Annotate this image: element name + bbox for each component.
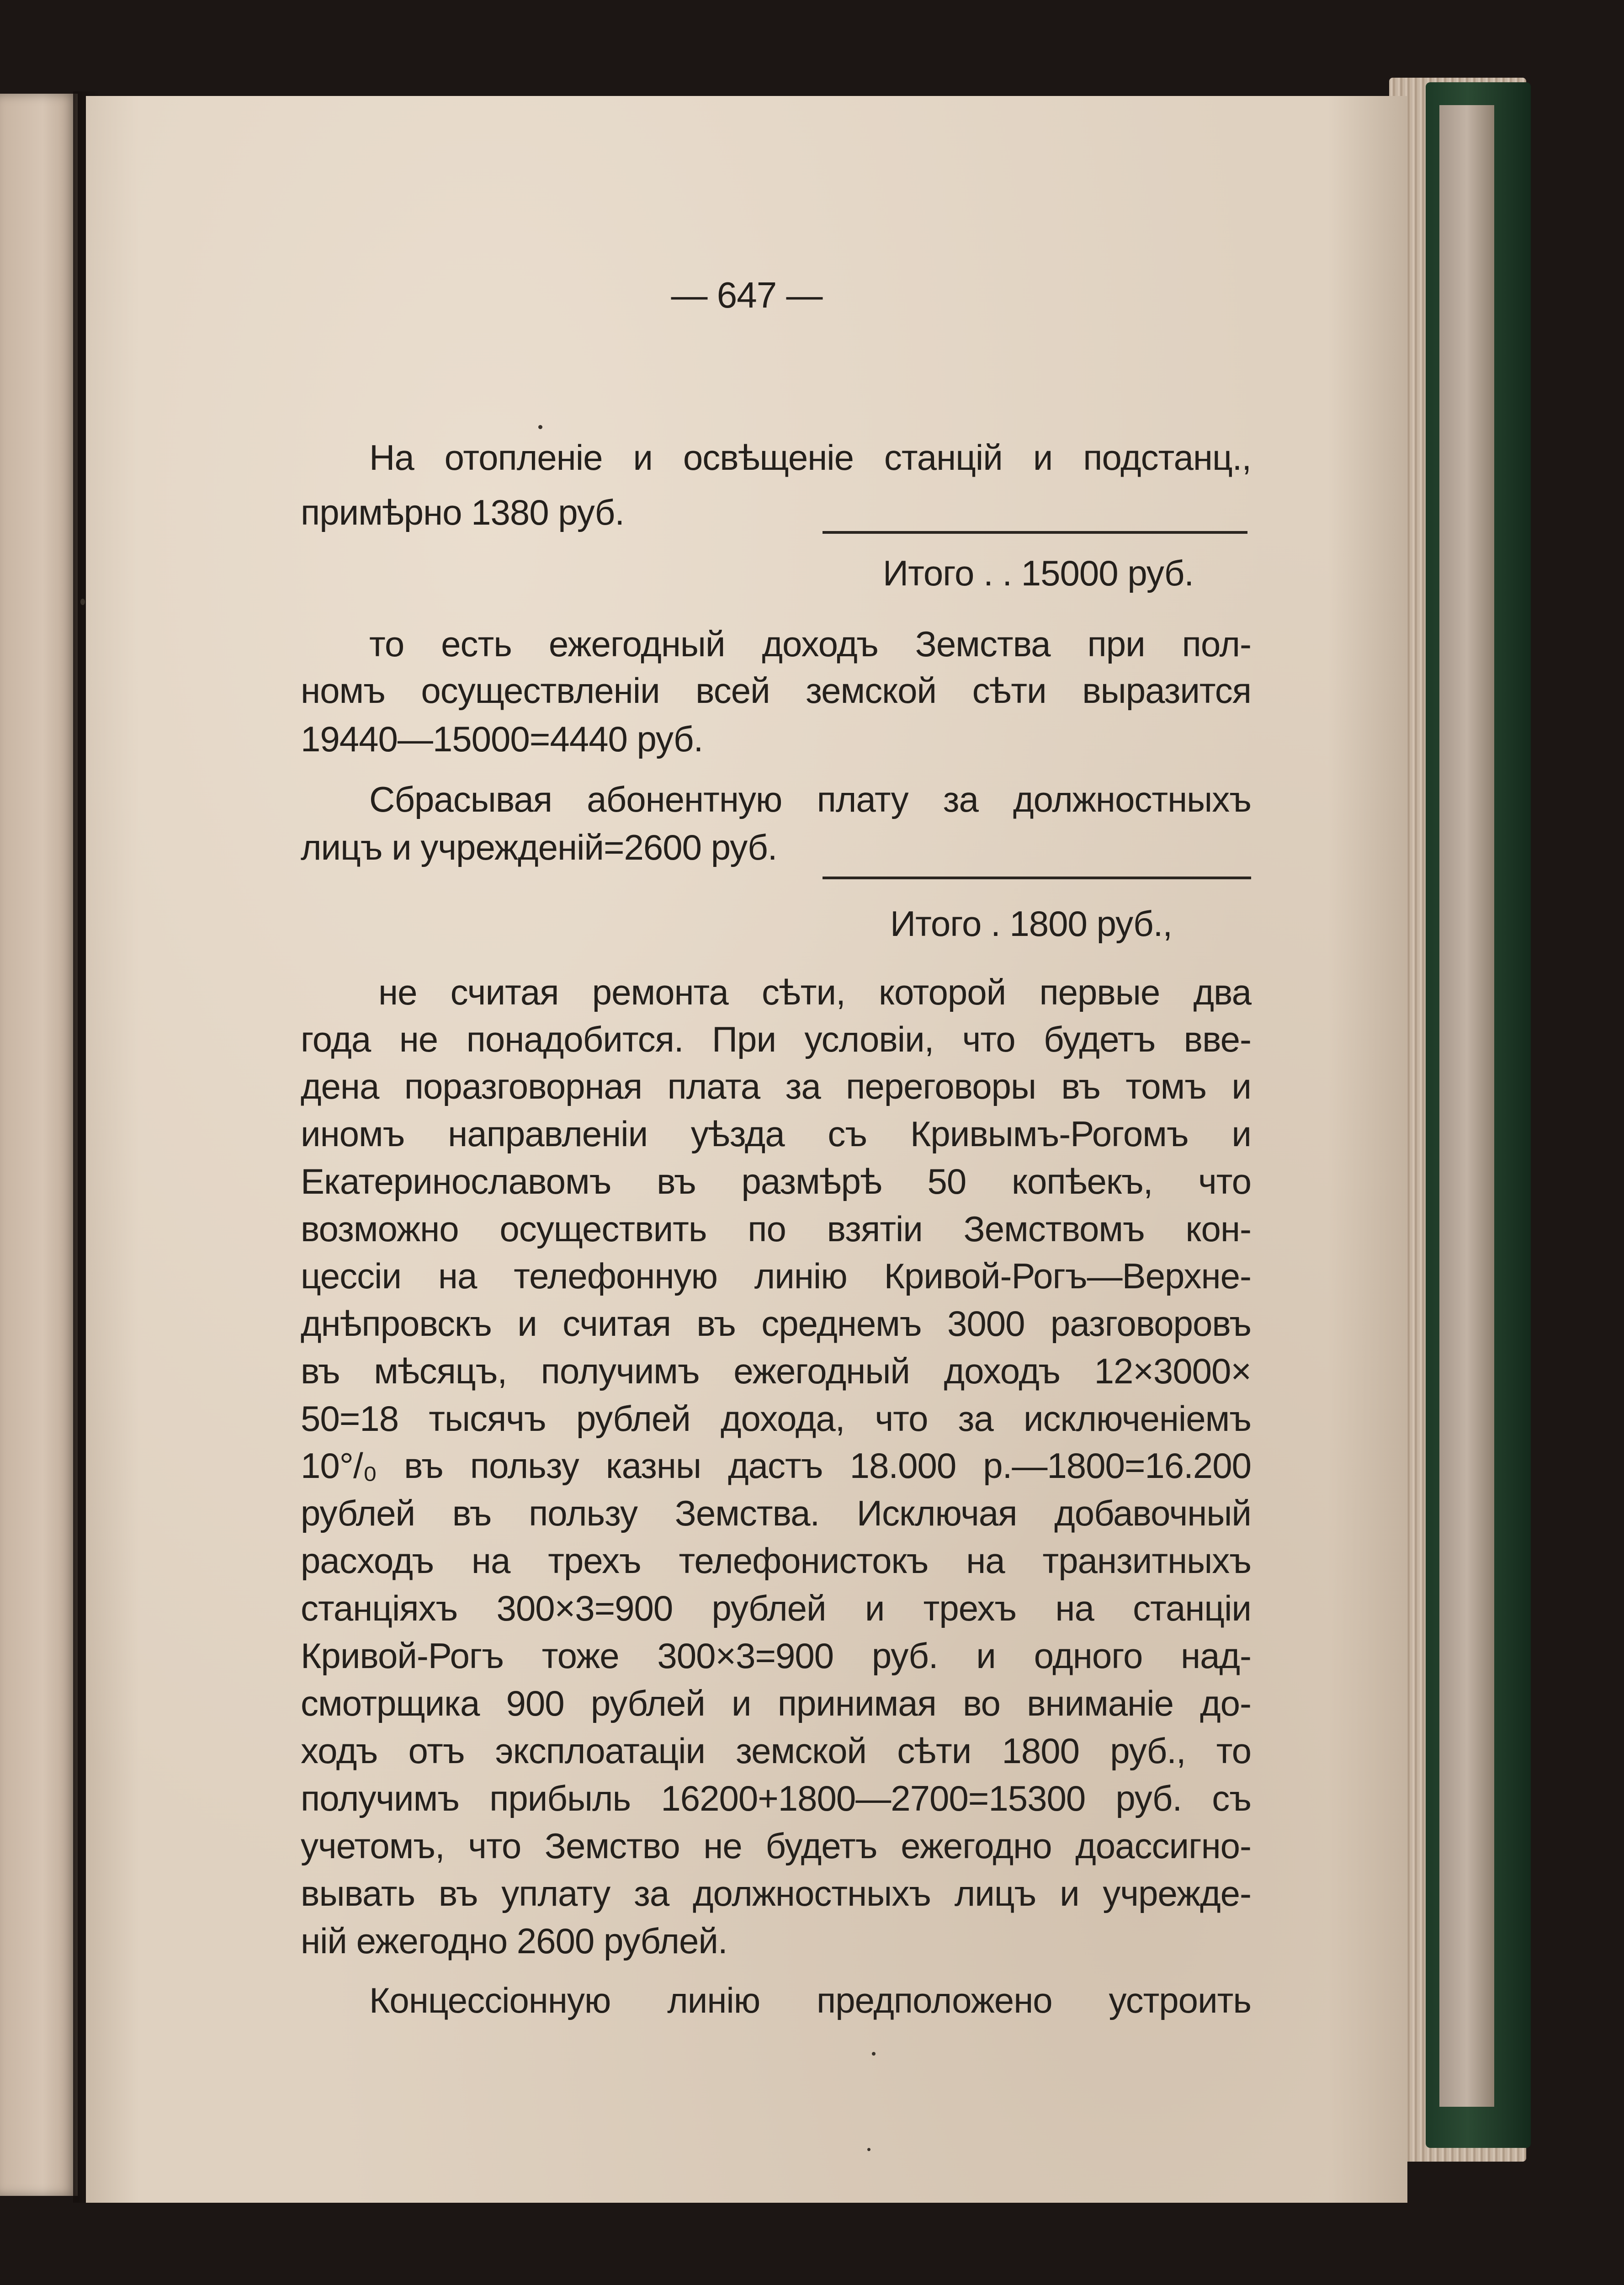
text-line: Кривой-Рогъ тоже 300×3=900 руб. и одного над- [301, 1636, 1251, 1676]
left-facing-page-edge [0, 94, 78, 2196]
text-line: ходъ отъ эксплоатаціи земской сѣти 1800 руб., то [301, 1731, 1251, 1771]
text-line: расходъ на трехъ телефонистокъ на транзитныхъ [301, 1541, 1251, 1581]
text-line: номъ осуществленіи всей земской сѣти выразится [301, 670, 1251, 711]
total-line: Итого . 1800 руб., [890, 903, 1173, 944]
text-line: цессіи на телефонную линію Кривой-Рогъ—Верхне- [301, 1256, 1251, 1296]
text-line: Сбрасывая абонентную плату за должностныхъ [369, 779, 1251, 819]
paper-speck [538, 425, 542, 429]
text-line: примѣрно 1380 руб. [301, 492, 625, 532]
text-line: Концессіонную линію предположено устроить [369, 1980, 1251, 2020]
text-line: возможно осуществить по взятіи Земствомъ кон- [301, 1209, 1251, 1249]
text-line: лицъ и учрежденій=2600 руб. [301, 827, 777, 867]
text-line: дена поразговорная плата за переговоры въ томъ и [301, 1066, 1251, 1106]
text-line: станціяхъ 300×3=900 рублей и трехъ на станціи [301, 1588, 1251, 1628]
text-line: днѣпровскъ и считая въ среднемъ 3000 разговоровъ [301, 1303, 1251, 1344]
text-line: 19440—15000=4440 руб. [301, 719, 703, 759]
paper-speck [867, 2148, 870, 2151]
text-line: въ мѣсяцъ, получимъ ежегодный доходъ 12×3000× [301, 1351, 1251, 1391]
text-line: Екатеринославомъ въ размѣрѣ 50 копѣекъ, что [301, 1161, 1251, 1201]
text-line: На отопленіе и освѣщеніе станцій и подстанц., [369, 437, 1251, 478]
text-line: вывать въ уплату за должностныхъ лицъ и учрежде- [301, 1873, 1251, 1913]
text-line: учетомъ, что Земство не будетъ ежегодно доассигно- [301, 1826, 1251, 1866]
page-block-side [1439, 105, 1494, 2107]
paper-speck [80, 599, 85, 605]
page-number: — 647 — [671, 275, 823, 315]
sum-rule [823, 531, 1247, 534]
total-line: Итого . . 15000 руб. [883, 553, 1194, 593]
book-page [86, 96, 1407, 2203]
text-line: 50=18 тысячъ рублей дохода, что за исключеніемъ [301, 1398, 1251, 1439]
page-text [86, 96, 1407, 2203]
text-line: рублей въ пользу Земства. Исключая добавочный [301, 1493, 1251, 1533]
text-line: получимъ прибыль 16200+1800—2700=15300 руб. съ [301, 1778, 1251, 1818]
sum-rule [823, 877, 1251, 879]
text-line: ній ежегодно 2600 рублей. [301, 1921, 727, 1961]
text-line: 10°/₀ въ пользу казны дастъ 18.000 р.—1800=16.200 [301, 1445, 1251, 1486]
paper-speck [872, 2052, 876, 2056]
text-line: года не понадобится. При условіи, что будетъ вве- [301, 1019, 1251, 1059]
text-line: иномъ направленіи уѣзда съ Кривымъ-Рогомъ и [301, 1114, 1251, 1154]
text-line: не считая ремонта сѣти, которой первые два [378, 972, 1251, 1012]
text-line: то есть ежегодный доходъ Земства при пол- [369, 624, 1251, 664]
text-line: смотрщика 900 рублей и принимая во вниманіе до- [301, 1683, 1251, 1723]
